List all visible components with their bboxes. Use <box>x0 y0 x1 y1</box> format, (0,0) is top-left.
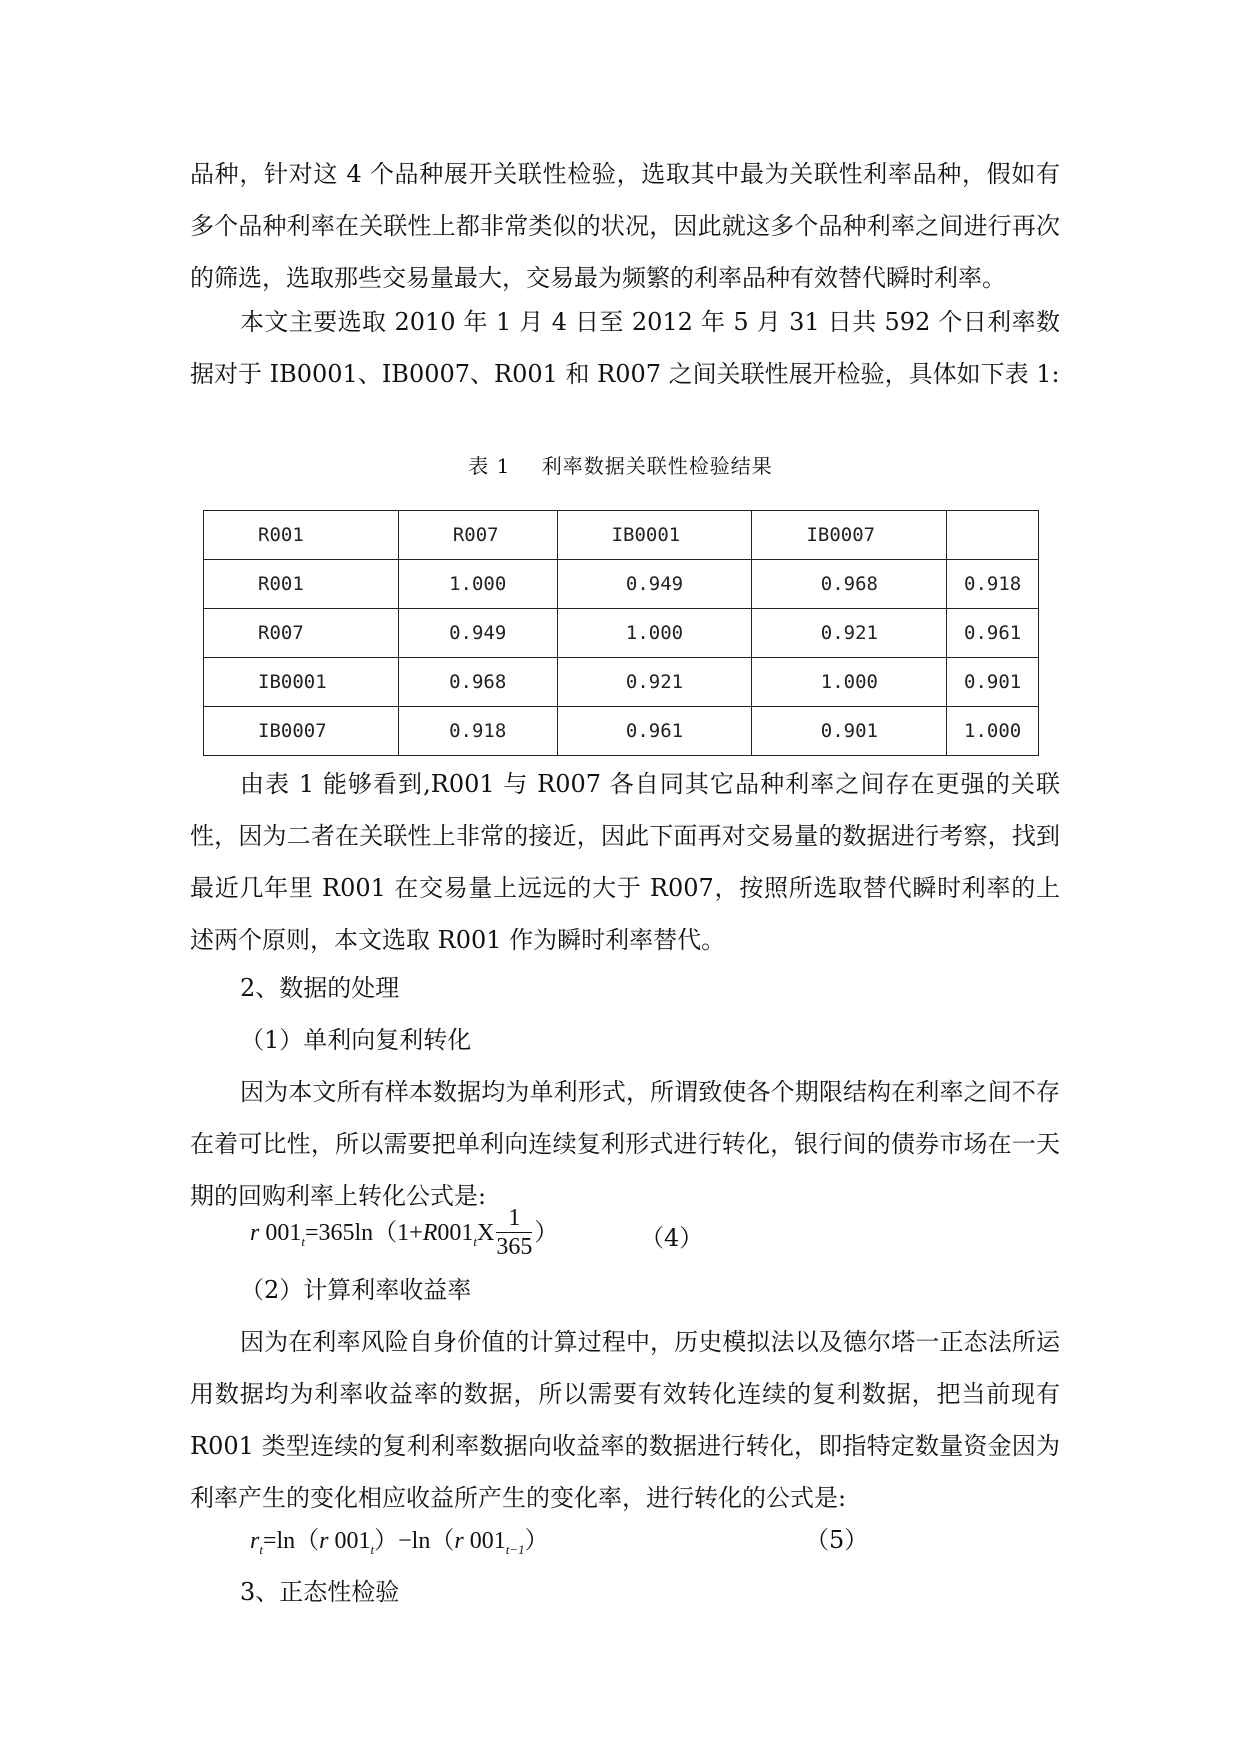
eq5-lhs-var: r <box>250 1528 260 1554</box>
table-header-cell <box>947 511 1039 560</box>
eq4-mid: =365ln（1+ <box>304 1220 423 1247</box>
table-header-cell: IB0001 <box>557 511 752 560</box>
equation-5 <box>250 1520 549 1558</box>
table-caption-number: 表 1 <box>468 454 511 478</box>
section-heading-data-processing: 2、数据的处理 <box>240 974 400 1002</box>
table-cell: 1.000 <box>947 707 1039 756</box>
table-row <box>204 560 1039 609</box>
table-cell: 0.921 <box>752 609 947 658</box>
table-cell: 1.000 <box>752 658 947 707</box>
table-cell: R001 <box>204 560 399 609</box>
table-cell: 0.949 <box>557 560 752 609</box>
eq4-frac-num: 1 <box>496 1204 532 1233</box>
table-caption-title: 利率数据关联性检验结果 <box>541 454 773 478</box>
table-cell: 0.921 <box>557 658 752 707</box>
subsection-heading-compound: （1）单利向复利转化 <box>240 1026 472 1054</box>
subsection-heading-return-rate: （2）计算利率收益率 <box>240 1276 472 1304</box>
paragraph-continued: 品种，针对这 4 个品种展开关联性检验，选取其中最为关联性利率品种，假如有多个品种利率在关联性上都非常类似的状况，因此就这多个品种利率之间进行再次的筛选，选取那些交易量最大，交易最为频繁的利率品种有效替代瞬时利率。 <box>190 160 1060 292</box>
eq4-close: ） <box>534 1220 559 1247</box>
paragraph-table-analysis: 由表 1 能够看到,R001 与 R007 各自同其它品种利率之间存在更强的关联性，因为二者在关联性上非常的接近，因此下面再对交易量的数据进行考察，找到最近几年里 R001 在交易量上远远的大于 R007，按照所选取替代瞬时利率的上述两个原则，本文选取 R001 作为瞬时利率替代。 <box>190 770 1060 954</box>
eq4-r-rest: 001 <box>437 1220 474 1247</box>
table-cell: 0.949 <box>398 609 557 658</box>
table-cell: 0.918 <box>398 707 557 756</box>
section-heading-normality: 3、正态性检验 <box>240 1578 400 1606</box>
eq5-a-sub: t <box>370 1542 375 1557</box>
table-cell: 0.968 <box>398 658 557 707</box>
eq4-fraction <box>496 1204 532 1261</box>
eq4-lhs-rest: 001 <box>259 1220 302 1247</box>
eq4-r-sub: t <box>473 1234 478 1250</box>
table-cell: R007 <box>204 609 399 658</box>
eq4-times: X <box>477 1220 495 1247</box>
eq4-lhs-sub: t <box>301 1234 305 1250</box>
table-header-cell: R007 <box>398 511 557 560</box>
table-row <box>204 707 1039 756</box>
eq5-b-rest: 001 <box>463 1528 506 1554</box>
table-cell: IB0001 <box>204 658 399 707</box>
eq5-b-var: r <box>454 1528 464 1554</box>
eq5-lhs-sub: t <box>259 1542 263 1557</box>
table-cell: 1.000 <box>557 609 752 658</box>
table-cell: 0.901 <box>947 658 1039 707</box>
table-header-cell: IB0007 <box>752 511 947 560</box>
eq4-lhs-var: r <box>250 1220 260 1247</box>
table-cell: 0.918 <box>947 560 1039 609</box>
eq4-r-var: R <box>422 1220 438 1247</box>
table-cell: 0.968 <box>752 560 947 609</box>
table-header-row <box>204 511 1039 560</box>
table-row <box>204 658 1039 707</box>
table-cell: 1.000 <box>398 560 557 609</box>
eq5-b-sub: t−1 <box>505 1542 525 1557</box>
table-header-cell: R001 <box>204 511 399 560</box>
eq5-a-rest: 001 <box>328 1528 371 1554</box>
table-cell: 0.901 <box>752 707 947 756</box>
eq4-frac-den: 365 <box>496 1234 533 1260</box>
table-cell: 0.961 <box>557 707 752 756</box>
equation-4 <box>250 1206 558 1263</box>
table-caption <box>0 450 1241 479</box>
eq5-part2: ）−ln（ <box>374 1528 455 1554</box>
paragraph-data-selection: 本文主要选取 2010 年 1 月 4 日至 2012 年 5 月 31 日共 592 个日利率数据对于 IB0001、IB0007、R001 和 R007 之间关联性展开检验，具体如下表 1: <box>190 308 1060 388</box>
table-cell: 0.961 <box>947 609 1039 658</box>
table-cell: IB0007 <box>204 707 399 756</box>
equation-5-number: （5） <box>805 1526 869 1554</box>
paragraph-conversion: 因为本文所有样本数据均为单利形式，所谓致使各个期限结构在利率之间不存在着可比性，所以需要把单利向连续复利形式进行转化，银行间的债券市场在一天期的回购利率上转化公式是: <box>190 1078 1060 1210</box>
eq5-part3: ） <box>524 1528 549 1554</box>
eq5-a-var: r <box>319 1528 329 1554</box>
correlation-table <box>203 510 1039 756</box>
equation-4-number: （4） <box>640 1224 704 1252</box>
paragraph-return-conversion: 因为在利率风险自身价值的计算过程中，历史模拟法以及德尔塔一正态法所运用数据均为利率收益率的数据，所以需要有效转化连续的复利数据，把当前现有 R001 类型连续的复利利率数据向收益率的数据进行转化，即指特定数量资金因为利率产生的变化相应收益所产生的变化率，进行转化的公式是: <box>190 1328 1060 1512</box>
eq5-part1: =ln（ <box>262 1528 320 1554</box>
table-row <box>204 609 1039 658</box>
